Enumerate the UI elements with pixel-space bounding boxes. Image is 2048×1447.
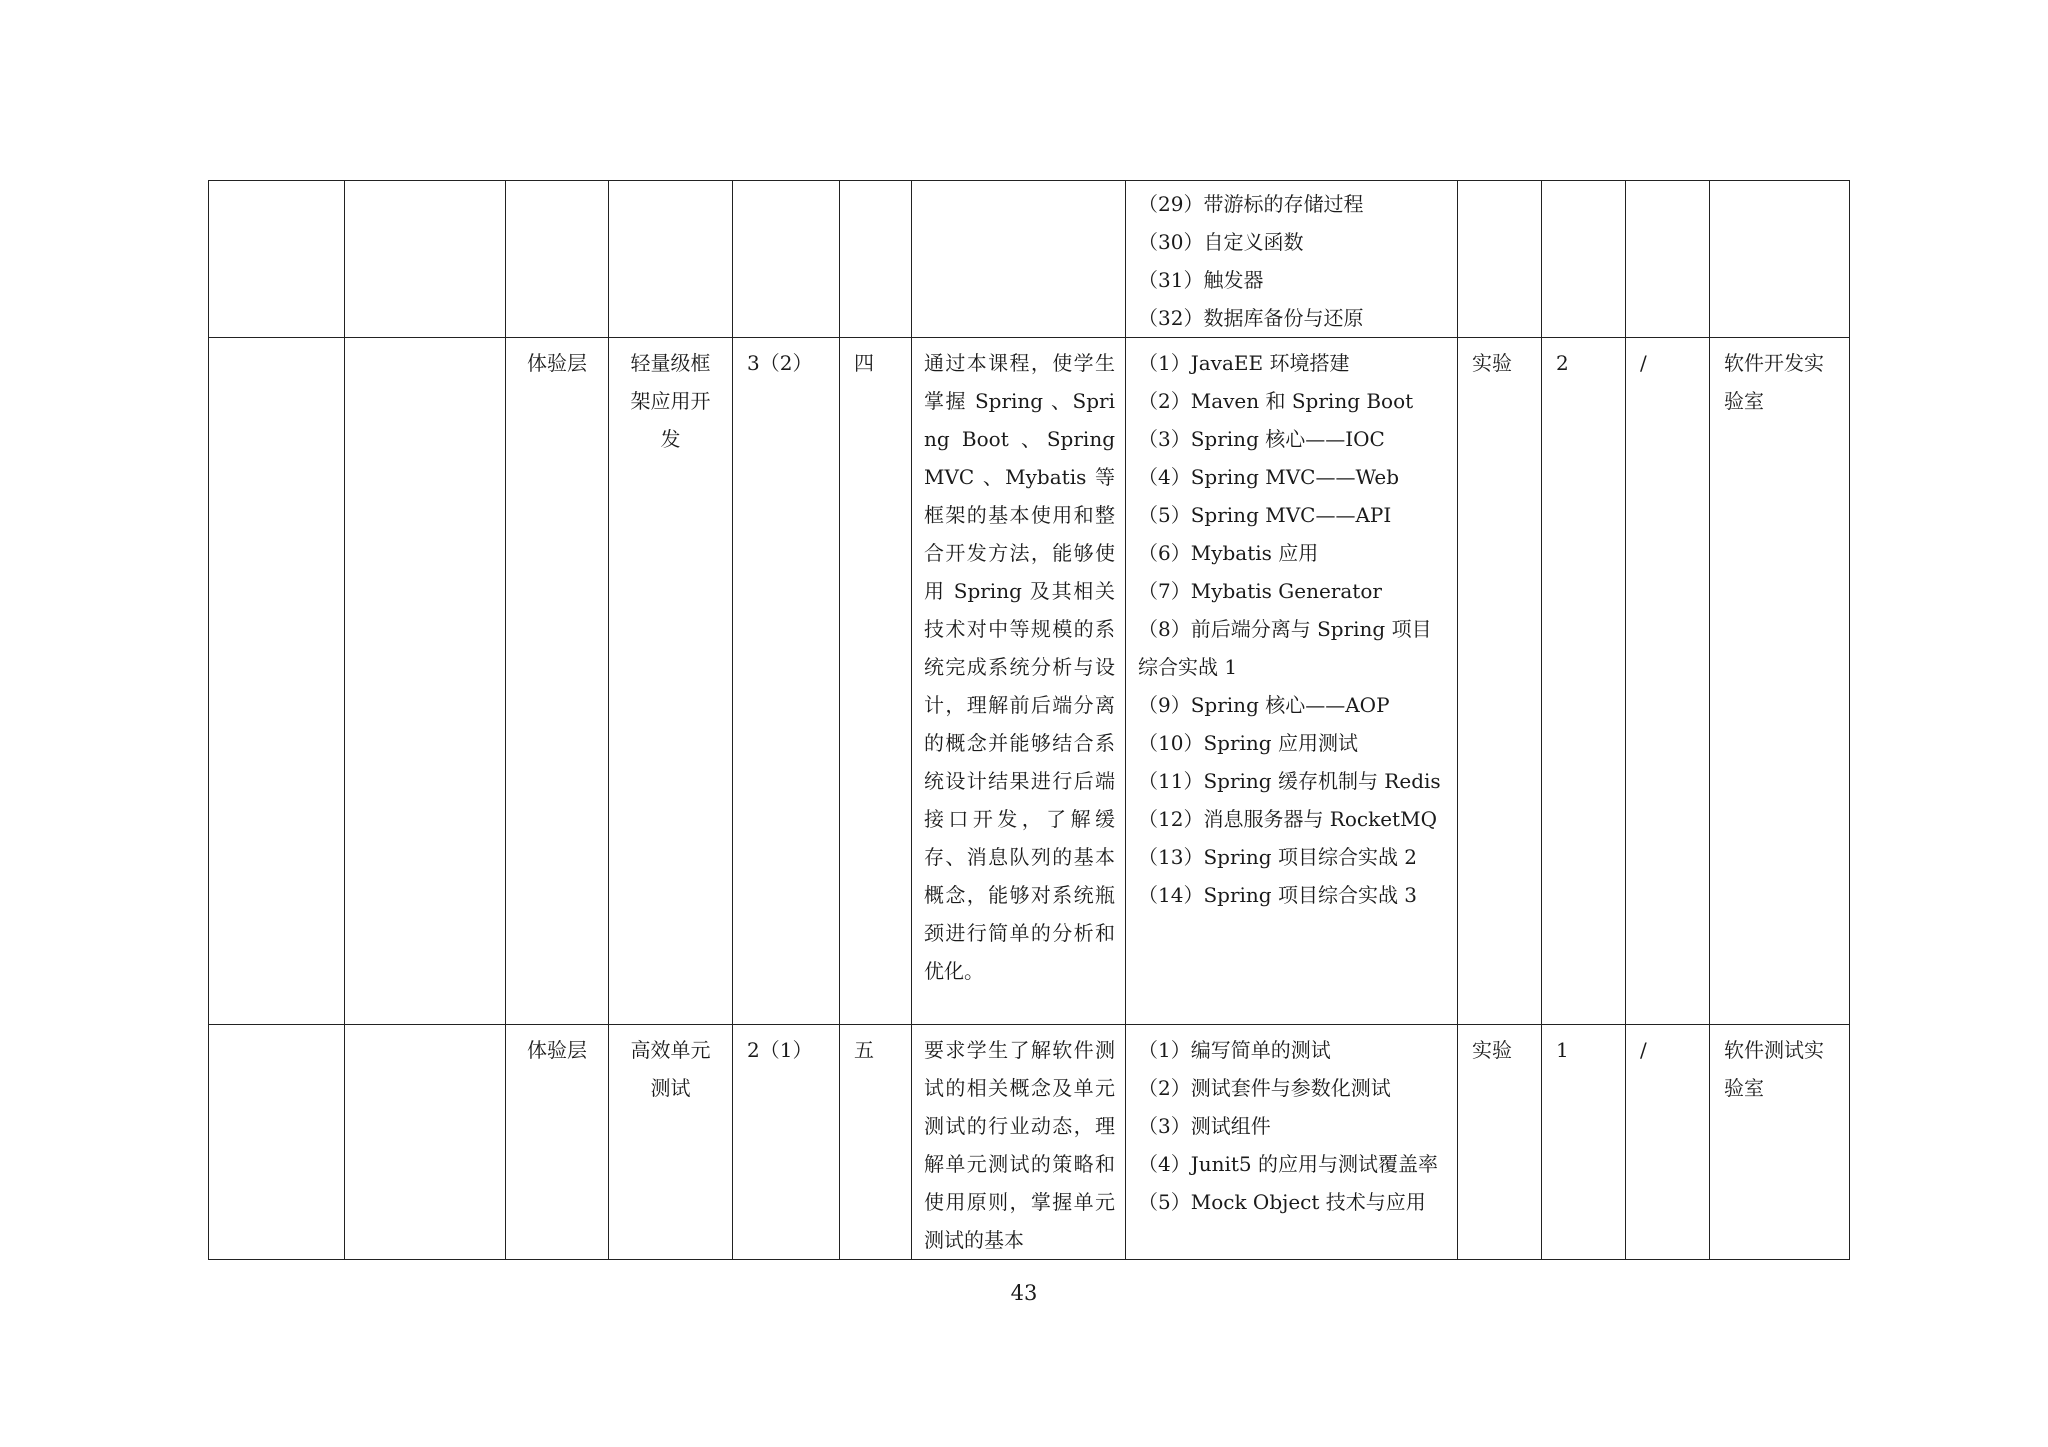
level-cell: 体验层	[506, 338, 609, 1025]
content-item: （6）Mybatis 应用	[1138, 541, 1319, 565]
table-cell	[609, 181, 733, 338]
content-item: （7）Mybatis Generator	[1138, 579, 1382, 603]
course-name-cell: 轻量级框架应用开发	[609, 338, 733, 1025]
content-item: （5）Spring MVC——API	[1138, 503, 1392, 527]
slash-cell: /	[1626, 338, 1710, 1025]
table-row	[209, 181, 1850, 338]
semester-cell: 五	[840, 1025, 912, 1260]
semester-cell: 四	[840, 338, 912, 1025]
content-item: （2）测试套件与参数化测试	[1138, 1076, 1391, 1100]
objective-cell: 通过本课程，使学生掌握 Spring 、Spring Boot 、Spring MVC 、Mybatis 等框架的基本使用和整合开发方法，能够使用 Spring 及其相关技术对中等规模的系统完成系统分析与设计，理解前后端分离的概念并能够结合系统设计结果进行后端接口开发，了解缓存、消息队列的基本概念，能够对系统瓶颈进行简单的分析和优化。	[912, 338, 1126, 1025]
course-name-cell: 高效单元测试	[609, 1025, 733, 1260]
table-cell	[345, 338, 506, 1025]
objective-cell: 要求学生了解软件测试的相关概念及单元测试的行业动态，理解单元测试的策略和使用原则，掌握单元测试的基本	[912, 1025, 1126, 1260]
content-list-cell	[1126, 1025, 1458, 1260]
table-cell	[1710, 181, 1850, 338]
content-item: （11）Spring 缓存机制与 Redis	[1138, 769, 1441, 793]
content-item: （29）带游标的存储过程	[1138, 192, 1364, 216]
table-cell	[209, 1025, 345, 1260]
content-item: （5）Mock Object 技术与应用	[1138, 1190, 1426, 1214]
content-item: （4）Spring MVC——Web	[1138, 465, 1400, 489]
table-cell	[733, 181, 840, 338]
content-item: （3）Spring 核心——IOC	[1138, 427, 1385, 451]
content-item: （31）触发器	[1138, 268, 1264, 292]
credits-cell: 2（1）	[733, 1025, 840, 1260]
content-item: （2）Maven 和 Spring Boot	[1138, 389, 1414, 413]
content-item: （9）Spring 核心——AOP	[1138, 693, 1390, 717]
table-cell	[1458, 181, 1542, 338]
location-cell: 软件开发实验室	[1710, 338, 1850, 1025]
content-item: （1）编写简单的测试	[1138, 1038, 1331, 1062]
type-cell: 实验	[1458, 1025, 1542, 1260]
level-cell: 体验层	[506, 1025, 609, 1260]
table-cell	[506, 181, 609, 338]
content-item: （10）Spring 应用测试	[1138, 731, 1358, 755]
table-row	[209, 1025, 1850, 1260]
type-cell: 实验	[1458, 338, 1542, 1025]
course-table	[208, 180, 1850, 1260]
content-item: （30）自定义函数	[1138, 230, 1304, 254]
table-cell	[209, 181, 345, 338]
table-cell	[345, 1025, 506, 1260]
content-item: （8）前后端分离与 Spring 项目综合实战 1	[1138, 617, 1432, 679]
content-item: （1）JavaEE 环境搭建	[1138, 351, 1350, 375]
table-row	[209, 338, 1850, 1025]
count-cell: 2	[1542, 338, 1626, 1025]
content-list-cell	[1126, 181, 1458, 338]
location-cell: 软件测试实验室	[1710, 1025, 1850, 1260]
content-item: （32）数据库备份与还原	[1138, 306, 1364, 330]
table-cell	[912, 181, 1126, 338]
content-item: （13）Spring 项目综合实战 2	[1138, 845, 1418, 869]
content-item: （3）测试组件	[1138, 1114, 1271, 1138]
content-item: （12）消息服务器与 RocketMQ	[1138, 807, 1437, 831]
count-cell: 1	[1542, 1025, 1626, 1260]
content-list-cell	[1126, 338, 1458, 1025]
slash-cell: /	[1626, 1025, 1710, 1260]
table-cell	[345, 181, 506, 338]
table-cell	[209, 338, 345, 1025]
content-item: （14）Spring 项目综合实战 3	[1138, 883, 1418, 907]
table-cell	[1542, 181, 1626, 338]
table-cell	[840, 181, 912, 338]
table-cell	[1626, 181, 1710, 338]
credits-cell: 3（2）	[733, 338, 840, 1025]
content-item: （4）Junit5 的应用与测试覆盖率	[1138, 1152, 1439, 1176]
page-number: 43	[1010, 1281, 1038, 1305]
